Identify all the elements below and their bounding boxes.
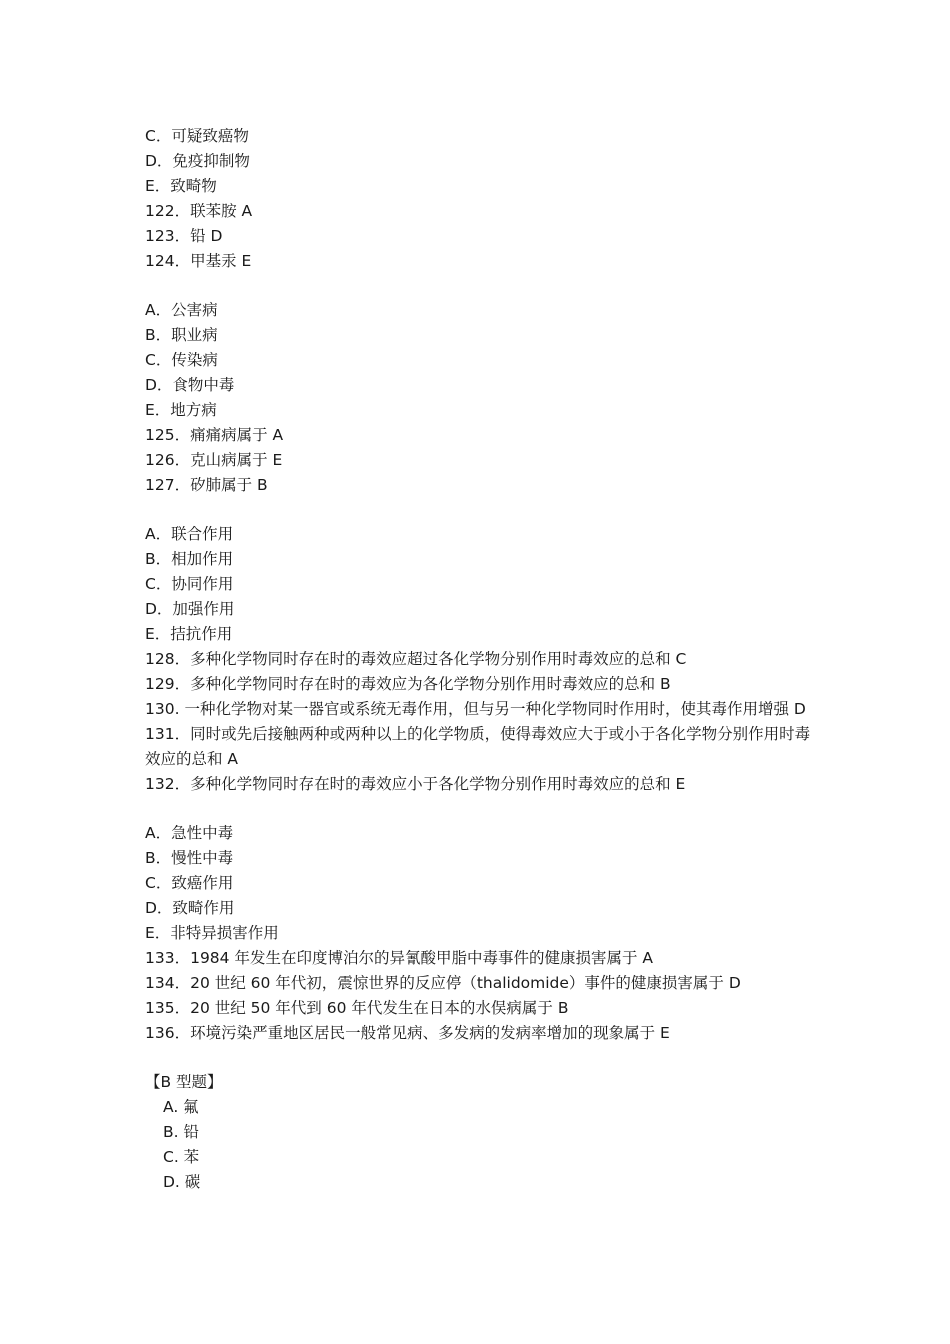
option-line: D．免疫抑制物 xyxy=(145,151,250,170)
question-group-2 xyxy=(145,298,815,497)
question-group-b-type xyxy=(145,1070,815,1195)
option-line: D．致畸作用 xyxy=(145,899,235,918)
question-line: 133．1984 年发生在印度博泊尔的异氰酸甲脂中毒事件的健康损害属于 A xyxy=(145,948,653,967)
question-group-1 xyxy=(145,124,815,273)
spacer xyxy=(145,796,815,821)
option-line: E．致畸物 xyxy=(145,176,217,195)
spacer xyxy=(145,1045,815,1070)
question-line: 136．环境污染严重地区居民一般常见病、多发病的发病率增加的现象属于 E xyxy=(145,1023,670,1042)
question-line: 130. 一种化学物对某一器官或系统无毒作用，但与另一种化学物同时作用时，使其毒作用增强 D xyxy=(145,699,806,718)
option-line: C. 苯 xyxy=(163,1148,200,1167)
option-line: C．传染病 xyxy=(145,351,218,370)
option-line: B．职业病 xyxy=(145,326,218,345)
option-line: B．慢性中毒 xyxy=(145,849,234,868)
option-line: C．协同作用 xyxy=(145,575,234,594)
document-content xyxy=(145,124,815,1195)
option-line: C．可疑致癌物 xyxy=(145,127,249,145)
question-line: 131．同时或先后接触两种或两种以上的化学物质，使得毒效应大于或小于各化学物分别作用时毒效应的总和 A xyxy=(145,724,811,768)
question-line: 127．矽肺属于 B xyxy=(145,475,268,494)
option-line: D．加强作用 xyxy=(145,600,235,619)
option-line: D．食物中毒 xyxy=(145,376,235,395)
question-line: 123．铅 D xyxy=(145,226,223,245)
option-line: A. 氟 xyxy=(163,1098,199,1117)
option-line: E．地方病 xyxy=(145,400,217,419)
spacer xyxy=(145,273,815,298)
question-line: 135．20 世纪 50 年代到 60 年代发生在日本的水俣病属于 B xyxy=(145,998,569,1017)
option-line: A．公害病 xyxy=(145,301,218,320)
question-line: 125．痛痛病属于 A xyxy=(145,425,284,444)
spacer xyxy=(145,498,815,523)
option-line: B. 铅 xyxy=(163,1123,199,1142)
question-group-3 xyxy=(145,522,815,796)
section-heading: 【B 型题】 xyxy=(145,1073,223,1092)
option-line: E．拮抗作用 xyxy=(145,625,233,644)
question-group-4 xyxy=(145,821,815,1045)
question-line: 128．多种化学物同时存在时的毒效应超过各化学物分别作用时毒效应的总和 C xyxy=(145,650,687,668)
question-line: 126．克山病属于 E xyxy=(145,450,283,469)
option-line: A．急性中毒 xyxy=(145,824,234,843)
question-line: 122．联苯胺 A xyxy=(145,201,253,220)
question-line: 134．20 世纪 60 年代初，震惊世界的反应停（thalidomide）事件的健康损害属于 D xyxy=(145,973,741,992)
option-line: E．非特异损害作用 xyxy=(145,923,279,942)
question-line: 129．多种化学物同时存在时的毒效应为各化学物分别作用时毒效应的总和 B xyxy=(145,674,671,693)
question-line: 132．多种化学物同时存在时的毒效应小于各化学物分别作用时毒效应的总和 E xyxy=(145,774,686,793)
option-line: D. 碳 xyxy=(163,1173,201,1191)
option-line: B．相加作用 xyxy=(145,550,234,569)
option-line: C．致癌作用 xyxy=(145,874,234,893)
question-line: 124．甲基汞 E xyxy=(145,251,252,270)
option-line: A．联合作用 xyxy=(145,525,234,544)
